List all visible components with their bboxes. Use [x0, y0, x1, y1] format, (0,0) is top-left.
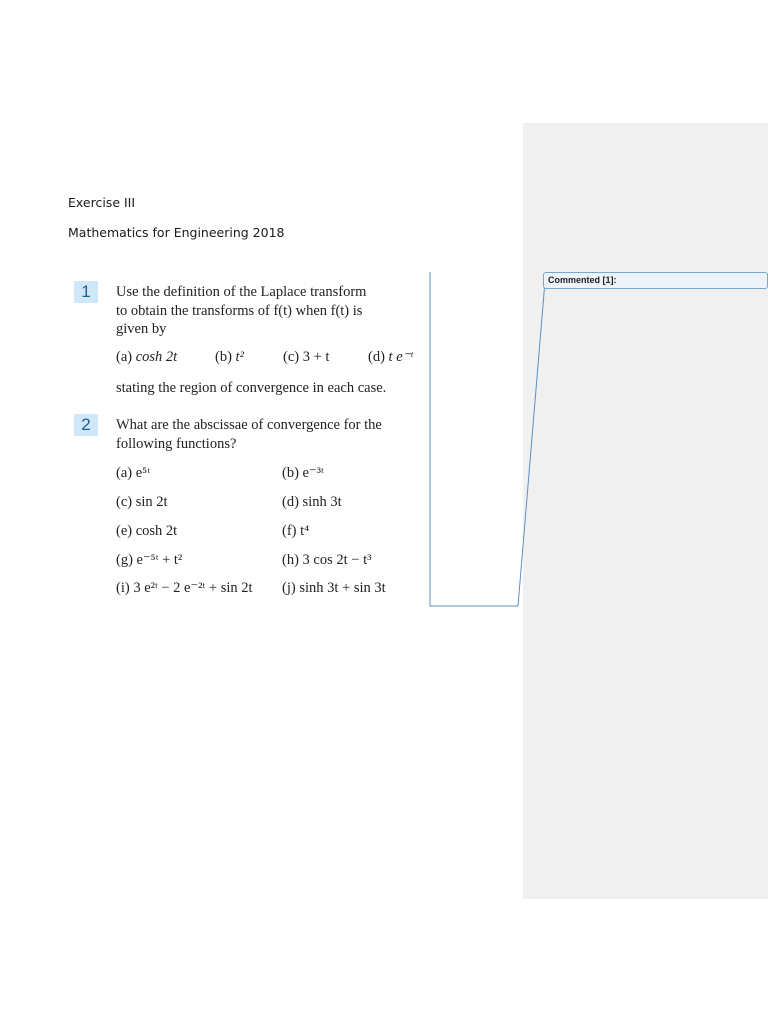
option-label: (b) — [282, 465, 299, 481]
option-expr: t² — [235, 349, 244, 365]
option-expr: t e⁻ᵗ — [388, 349, 413, 365]
option-expr: cosh 2t — [135, 523, 178, 539]
question-1-line-3: given by — [116, 321, 167, 337]
option-expr: cosh 2t — [135, 349, 178, 365]
option-label: (f) — [282, 523, 297, 539]
option-label: (c) — [116, 494, 133, 510]
option-label: (b) — [215, 349, 232, 365]
option-expr: e⁻⁵ᵗ + t² — [136, 552, 183, 568]
question-1-footer: stating the region of convergence in each case. — [116, 380, 387, 396]
option-label: (d) — [368, 349, 385, 365]
comment-balloon[interactable] — [543, 272, 768, 289]
option-label: (j) — [282, 580, 296, 596]
exercise-title: Exercise III — [68, 195, 136, 210]
option-label: (i) — [116, 580, 130, 596]
option-label: (a) — [116, 465, 133, 481]
course-title: Mathematics for Engineering 2018 — [68, 225, 285, 240]
option-expr: 3 e²ᵗ − 2 e⁻²ᵗ + sin 2t — [133, 580, 253, 596]
comment-connector — [518, 281, 545, 606]
option-expr: sin 2t — [135, 494, 168, 510]
option-expr: 3 cos 2t − t³ — [302, 552, 372, 568]
option-expr: e⁻³ᵗ — [302, 465, 324, 481]
question-2-line-2: following functions? — [116, 435, 237, 452]
option-expr: sinh 3t + sin 3t — [299, 580, 386, 596]
option-expr: e⁵ᵗ — [135, 465, 150, 481]
question-1-line-1: Use the definition of the Laplace transform — [116, 284, 367, 300]
option-label: (h) — [282, 552, 299, 568]
option-label: (c) — [283, 349, 300, 365]
question-2-line-1: What are the abscissae of convergence for the — [116, 417, 382, 433]
option-label: (e) — [116, 523, 133, 539]
question-2-number: 2 — [74, 414, 98, 436]
option-label: (g) — [116, 552, 133, 568]
option-label: (d) — [282, 494, 299, 510]
question-1-number: 1 — [74, 281, 98, 303]
option-label: (a) — [116, 349, 133, 365]
question-1-line-2: to obtain the transforms of f(t) when f(t) is — [116, 302, 363, 319]
comment-anchor-bracket — [430, 272, 518, 606]
option-expr: sinh 3t — [302, 494, 342, 510]
option-expr: t⁴ — [300, 523, 310, 539]
comment-label: Commented [1]: — [548, 275, 617, 285]
option-expr: 3 + t — [302, 349, 330, 365]
